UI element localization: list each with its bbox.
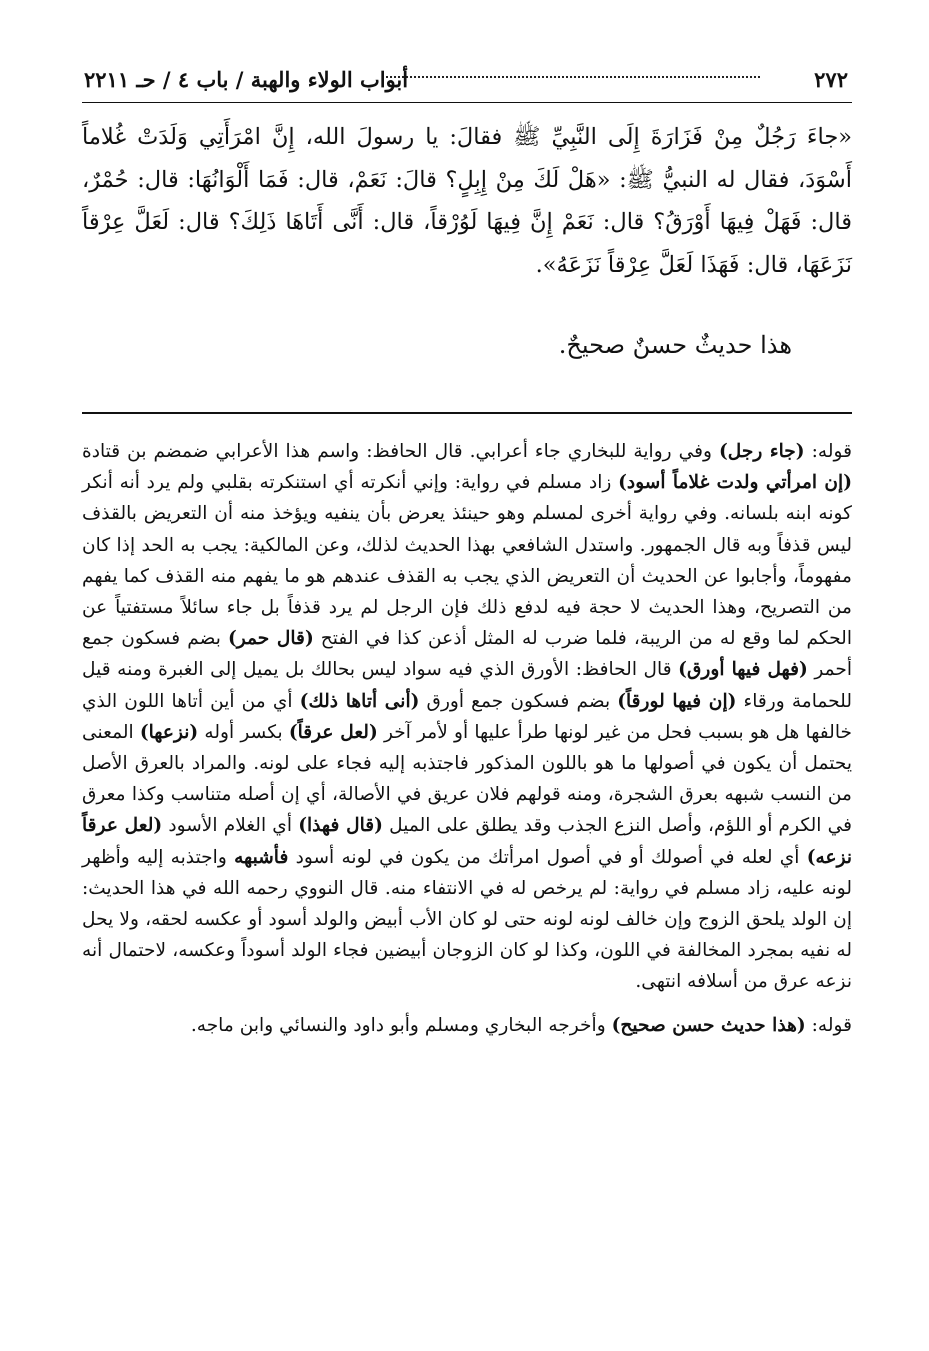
commentary-block bbox=[82, 436, 852, 1053]
quoted-phrase: (أنى أتاها ذلك) bbox=[299, 690, 420, 712]
quoted-phrase: (إن امرأتي ولدت غلاماً أسود) bbox=[618, 472, 853, 494]
commentary-text: المعنى يحتمل أن يكون في أصولها ما هو باللون المذكور فاجتذبه إليه فجاء على لونه. والمراد بالعرق الأصل من النسب شبهه بعرق الشجرة، ومنه قولهم فلان عريق في الأصالة، أي إن أصله متناسب وكذا معرق في الكرم أو اللؤم، وأصل النزع الجذب وقد يطلق على الميل bbox=[82, 721, 852, 837]
running-header bbox=[82, 64, 852, 96]
commentary-text: وفي رواية للبخاري جاء أعرابي. قال الحافظ: واسم هذا الأعرابي ضمضم بن قتادة bbox=[82, 441, 719, 462]
quoted-phrase: (جاء رجل) bbox=[719, 441, 805, 462]
quoted-phrase: (لعل عرقاً نزعه) bbox=[82, 815, 852, 868]
dotted-leader bbox=[382, 76, 760, 78]
commentary-text: واجتذبه إليه وأظهر لونه عليه، زاد مسلم في رواية: لم يرخص له في الانتفاء منه. قال النووي رحمه الله في هذا الحديث: إن الولد يلحق الزوج وإن خالف لونه لونه حتى لو كان الأب أبيض والولد أسود أو عكسه لحقه، ولا يحل له نفيه بمجرد المخالفة في اللون، وكذا لو كان الزوجان أبيضين فجاء الولد أسوداً وعكسه، لاحتمال أنه نزعه عرق من أسلافه انتهى. bbox=[82, 846, 852, 993]
quoted-phrase: (قال حمر) bbox=[227, 628, 314, 650]
quoted-phrase: فأشبهه bbox=[234, 846, 289, 868]
running-title: أبواب الولاء والهبة / باب ٤ / حـ ٢٢١١ bbox=[84, 67, 409, 92]
commentary-paragraph bbox=[82, 1010, 852, 1041]
commentary-text: قوله: bbox=[805, 1014, 852, 1036]
commentary-text: أي لعله في أصولك أو في أصول امرأتك من يكون في لونه أسود bbox=[288, 846, 807, 868]
commentary-text: أي الغلام الأسود bbox=[162, 815, 299, 837]
commentary-text: زاد مسلم في رواية: وإني أنكرته أي استنكرته بقلبي ولم يرد أنه أنكر كونه ابنه بلسانه. وفي رواية أخرى لمسلم وهو حينئذ يعرض بأن ينفيه ويؤخذ منه أن التعريض بالقذف ليس قذفاً وبه قال الجمهور. واستدل الشافعي بهذا الحديث لذلك، وعن المالكية: يجب به الحد إذا كان مفهوماً، وأجابوا عن الحديث أن التعريض الذي يجب به القذف عندهم هو ما يفهم منه القذف كما يفهم من التصريح، وهذا الحديث لا حجة فيه لدفع ذلك فإن الرجل لم يرد قذفاً بل جاء سائلاً مستفتياً عن الحكم لما وقع له من الريبة، فلما ضرب له المثل أذعن كذا في الفتح bbox=[82, 472, 852, 650]
quoted-phrase: (إن فيها لورقاً) bbox=[617, 690, 737, 712]
page-number: ٢٧٢ bbox=[814, 67, 848, 92]
quoted-phrase: (نزعها) bbox=[139, 721, 199, 743]
commentary-text: بكسر أوله bbox=[198, 721, 289, 743]
book-page bbox=[82, 58, 852, 1338]
commentary-paragraph bbox=[82, 436, 852, 998]
hadith-text-block bbox=[82, 116, 852, 286]
commentary-text: بضم فسكون جمع أورق bbox=[419, 690, 618, 712]
commentary-text: بضم فسكون جمع أحمر bbox=[82, 628, 852, 681]
commentary-text: وأخرجه البخاري ومسلم وأبو داود والنسائي وابن ماجه. bbox=[190, 1014, 612, 1036]
hadith-text: «جاءَ رَجُلٌ مِنْ فَزَارَةَ إِلَى النَّبِيِّ ﷺ فقالَ: يا رسولَ الله، إِنَّ امْرَأَتِي وَلَدَتْ غُلاماً أَسْوَدَ، فقال له النبيُّ ﷺ: «هَلْ لَكَ مِنْ إِبِلٍ؟ قالَ: نَعَمْ، قال: فَمَا أَلْوَانُهَا: قال: حُمْرٌ، قال: فَهَلْ فِيهَا أَوْرَقُ؟ قال: نَعَمْ إِنَّ فِيهَا لَوُرْقاً، قال: أَنَّى أَتَاهَا ذَلِكَ؟ قال: لَعَلَّ عِرْقاً نَزَعَهَا، قال: فَهَذَا لَعَلَّ عِرْقاً نَزَعَهُ». bbox=[82, 124, 852, 278]
commentary-text: قال الحافظ: الأورق الذي فيه سواد ليس بحالك بل يميل إلى الغبرة ومنه قيل للحمامة ورقاء bbox=[82, 659, 852, 712]
header-rule bbox=[82, 102, 852, 103]
hadith-verdict: هذا حديثٌ حسنٌ صحيحٌ. bbox=[558, 331, 792, 359]
commentary-text: أي من أين أتاها اللون الذي خالفها هل هو بسبب فحل من غير لونها طرأ عليها أو لأمر آخر bbox=[82, 690, 852, 743]
quoted-phrase: (قال فهذا) bbox=[298, 815, 383, 837]
quoted-phrase: (فهل فيها أورق) bbox=[678, 659, 808, 681]
quoted-phrase: (لعل عرقاً) bbox=[288, 721, 378, 743]
footnote-separator bbox=[82, 412, 852, 414]
commentary-text: قوله: bbox=[804, 441, 852, 462]
quoted-phrase: (هذا حديث حسن صحيح) bbox=[611, 1014, 806, 1036]
